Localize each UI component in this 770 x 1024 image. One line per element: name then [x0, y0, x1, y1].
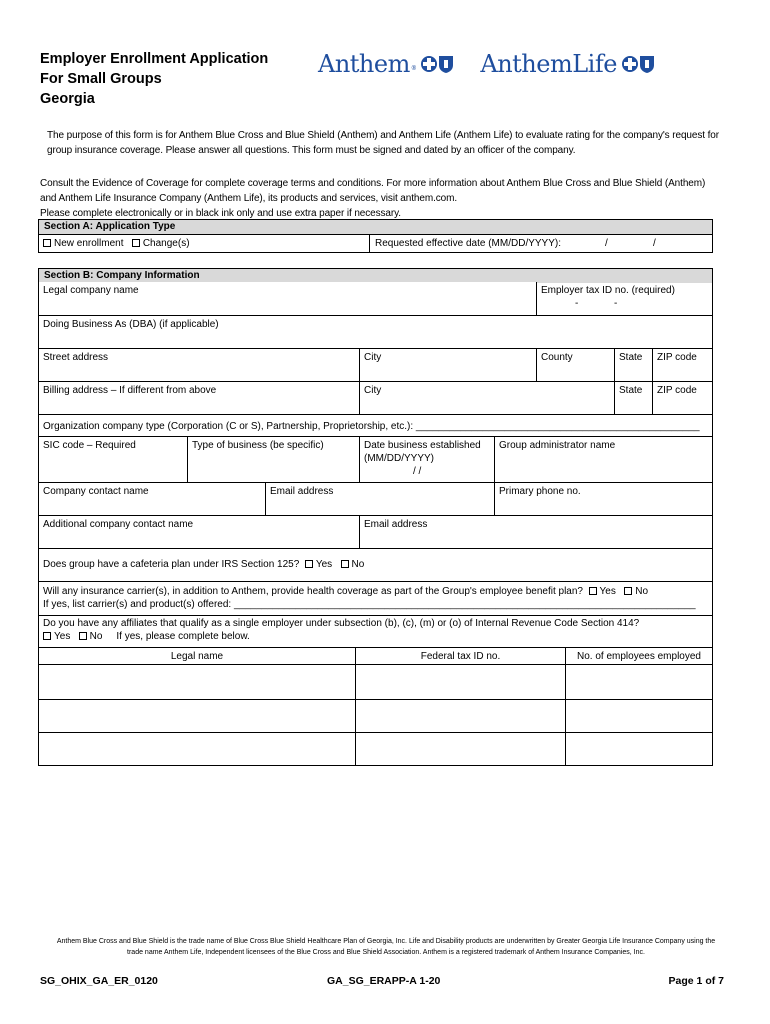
business-type-label: Type of business (be specific) — [192, 440, 324, 451]
cafeteria-no-checkbox[interactable] — [341, 560, 349, 568]
carrier-no-label: No — [635, 586, 649, 597]
tax-id-dash-1: - — [575, 298, 579, 309]
billing-city-field[interactable] — [359, 382, 614, 414]
street-address-field[interactable] — [39, 349, 359, 381]
affiliates-no-label: No — [89, 631, 103, 642]
company-contact-field[interactable] — [39, 483, 265, 515]
form-code-center: GA_SG_ERAPP-A 1-20 — [327, 975, 441, 987]
other-carrier-question — [39, 582, 712, 615]
company-contact-label: Company contact name — [43, 486, 149, 497]
cafeteria-yes-label: Yes — [315, 559, 333, 570]
organization-type-field[interactable] — [39, 415, 712, 436]
section-b-heading: Section B: Company Information — [39, 269, 712, 283]
new-enrollment-checkbox[interactable] — [43, 239, 51, 247]
employer-tax-id-field[interactable] — [536, 282, 712, 315]
state-field[interactable] — [614, 349, 652, 381]
primary-phone-field[interactable] — [494, 483, 712, 515]
billing-address-label: Billing address – If different from above — [43, 385, 217, 396]
additional-contact-field[interactable] — [39, 516, 359, 548]
carrier-yes-label: Yes — [599, 586, 616, 597]
new-enrollment-label: New enrollment — [54, 238, 124, 249]
billing-state-field[interactable] — [614, 382, 652, 414]
date-established-field[interactable] — [359, 437, 494, 482]
affiliate-legal-name-input[interactable] — [39, 700, 355, 732]
affiliates-yes-checkbox[interactable] — [43, 632, 51, 640]
dba-label: Doing Business As (DBA) (if applicable) — [43, 319, 219, 330]
group-admin-label: Group administrator name — [499, 440, 616, 451]
title-line-3: Georgia — [40, 91, 95, 107]
cafeteria-plan-question — [39, 549, 712, 581]
bcbs-emblem-icon-2 — [621, 54, 655, 74]
city-field[interactable] — [359, 349, 536, 381]
consult-text: Consult the Evidence of Coverage for complete coverage terms and conditions. For more information about Anthem Blue Cross and Blue Shield (Anthem) and Anthem Life Insurance Company (Anthem Life), its products and services, visit anthem.com. — [40, 178, 706, 204]
organization-type-label: Organization company type (Corporation (C or S), Partnership, Proprietorship, etc.): ___________________________________________________ — [43, 421, 700, 432]
logo-group — [318, 50, 655, 78]
date-slash-1: / — [605, 238, 608, 249]
street-address-label: Street address — [43, 352, 109, 363]
sic-code-field[interactable] — [39, 437, 187, 482]
business-type-field[interactable] — [187, 437, 359, 482]
affiliate-row — [39, 664, 712, 699]
billing-city-label: City — [364, 385, 382, 396]
legal-company-name-label: Legal company name — [43, 285, 139, 296]
affiliate-tax-id-input[interactable] — [355, 733, 565, 765]
section-b — [38, 268, 713, 766]
legal-company-name-field[interactable] — [39, 282, 536, 315]
col-legal-name-header: Legal name — [170, 651, 224, 662]
changes-label: Change(s) — [142, 238, 190, 249]
anthem-logo: Anthem ® — [318, 50, 454, 78]
consult-paragraph — [40, 176, 720, 221]
additional-email-label: Email address — [364, 519, 428, 530]
affiliates-followup: If yes, please complete below. — [116, 631, 250, 642]
form-title — [40, 49, 268, 109]
anthem-logo-text: Anthem — [318, 50, 410, 78]
effective-date-field[interactable] — [369, 235, 712, 252]
date-established-label: Date business established (MM/DD/YYYY) — [364, 440, 481, 464]
title-line-1: Employer Enrollment Application — [40, 51, 269, 67]
date-established-slashes: / / — [413, 466, 422, 477]
zip-label: ZIP code — [657, 352, 697, 363]
affiliate-employees-input[interactable] — [565, 733, 712, 765]
carrier-list-field[interactable]: If yes, list carrier(s) and product(s) offered: ___________________________________________________________________________________ — [43, 599, 696, 610]
date-slash-2: / — [653, 238, 656, 249]
city-label: City — [364, 352, 382, 363]
group-admin-field[interactable] — [494, 437, 712, 482]
carrier-yes-checkbox[interactable] — [589, 587, 597, 595]
col-employees-header: No. of employees employed — [565, 648, 712, 664]
billing-zip-label: ZIP code — [657, 385, 697, 396]
employer-tax-id-label: Employer tax ID no. (required) — [541, 285, 675, 296]
additional-contact-label: Additional company contact name — [43, 519, 194, 530]
affiliate-row — [39, 699, 712, 732]
cafeteria-yes-checkbox[interactable] — [305, 560, 313, 568]
affiliate-tax-id-input[interactable] — [355, 665, 565, 699]
zip-field[interactable] — [652, 349, 712, 381]
purpose-paragraph: The purpose of this form is for Anthem Blue Cross and Blue Shield (Anthem) and Anthem Life (Anthem Life) to evaluate rating for the company's request for group insurance coverage. Please answer all questions. This form must be signed and dated by an officer of the company. — [47, 130, 719, 156]
affiliate-legal-name-input[interactable] — [39, 733, 355, 765]
state-label: State — [619, 352, 643, 363]
email-field[interactable] — [265, 483, 494, 515]
additional-email-field[interactable] — [359, 516, 712, 548]
col-federal-tax-header: Federal tax ID no. — [355, 648, 565, 664]
affiliates-no-checkbox[interactable] — [79, 632, 87, 640]
billing-zip-field[interactable] — [652, 382, 712, 414]
billing-state-label: State — [619, 385, 643, 396]
tax-id-dash-2: - — [614, 298, 618, 309]
title-line-2: For Small Groups — [40, 71, 162, 87]
affiliate-tax-id-input[interactable] — [355, 700, 565, 732]
primary-phone-label: Primary phone no. — [499, 486, 581, 497]
affiliates-yes-label: Yes — [54, 631, 71, 642]
affiliate-legal-name-input[interactable] — [39, 665, 355, 699]
anthem-life-logo — [480, 50, 655, 78]
carrier-no-checkbox[interactable] — [624, 587, 632, 595]
page-number: Page 1 of 7 — [668, 975, 724, 987]
changes-checkbox[interactable] — [132, 239, 140, 247]
dba-field[interactable] — [39, 316, 712, 348]
form-code-left: SG_OHIX_GA_ER_0120 — [40, 975, 158, 987]
bcbs-emblem-icon — [420, 54, 454, 74]
sic-code-label: SIC code – Required — [43, 440, 136, 451]
other-carrier-label: Will any insurance carrier(s), in addition to Anthem, provide health coverage as part of the Group's employee benefit plan? — [43, 586, 583, 597]
cafeteria-no-label: No — [351, 559, 365, 570]
billing-address-field[interactable] — [39, 382, 359, 414]
effective-date-label: Requested effective date (MM/DD/YYYY): — [375, 238, 562, 249]
county-field[interactable] — [536, 349, 614, 381]
application-type-cell — [39, 235, 369, 252]
affiliate-row — [39, 732, 712, 765]
anthem-life-logo-text: AnthemLife — [480, 50, 617, 78]
section-a-heading: Section A: Application Type — [39, 220, 712, 235]
footer-disclaimer: Anthem Blue Cross and Blue Shield is the trade name of Blue Cross Blue Shield Healthcare Plan of Georgia, Inc. Life and Disability products are underwritten by Greater Georgia Life Insurance Company using the trade name Anthem Life, Independent licensees of the Blue Cross and Blue Shield Association. Anthem is a registered trademark of Anthem Insurance Companies, Inc. — [56, 938, 716, 956]
affiliates-label: Do you have any affiliates that qualify as a single employer under subsection (b), (c), (m) or (o) of Internal Revenue Code Section 414? — [43, 618, 640, 629]
cafeteria-plan-label: Does group have a cafeteria plan under IRS Section 125? — [43, 559, 300, 570]
email-label: Email address — [270, 486, 334, 497]
section-a — [38, 219, 713, 253]
affiliate-employees-input[interactable] — [565, 665, 712, 699]
affiliates-question — [39, 616, 712, 647]
ink-instruction: Please complete electronically or in black ink only and use extra paper if necessary. — [40, 208, 401, 219]
affiliate-employees-input[interactable] — [565, 700, 712, 732]
county-label: County — [541, 352, 573, 363]
